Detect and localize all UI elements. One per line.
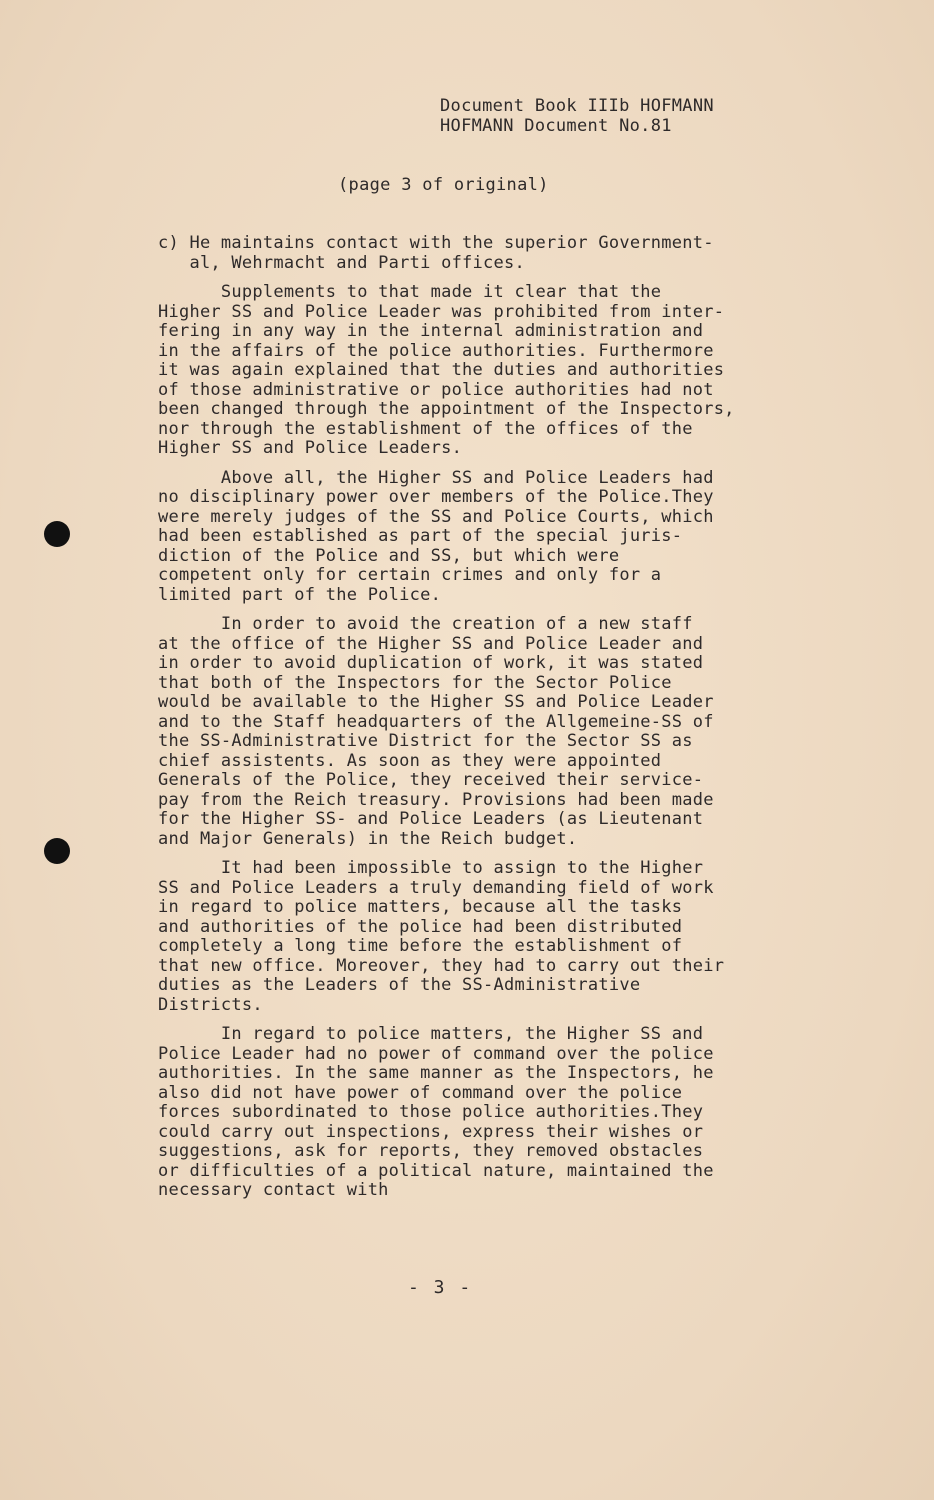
text-line: Generals of the Police, they received their service- bbox=[158, 770, 704, 790]
text-line: in the affairs of the police authorities. Furthermore bbox=[158, 340, 714, 361]
text-line: in regard to police matters, because all the tasks bbox=[158, 897, 683, 917]
punch-hole bbox=[44, 838, 70, 864]
text-line: completely a long time before the establishment of bbox=[158, 936, 683, 956]
text-line: had been established as part of the special juris- bbox=[158, 526, 683, 546]
text-line: forces subordinated to those police authorities.They bbox=[158, 1102, 704, 1122]
text-line: in order to avoid duplication of work, it was stated bbox=[158, 653, 704, 673]
paragraph bbox=[158, 283, 818, 459]
text-line: or difficulties of a political nature, maintained the bbox=[158, 1160, 714, 1181]
text-line: duties as the Leaders of the SS-Administrative bbox=[158, 975, 641, 995]
document-header bbox=[440, 96, 714, 136]
page-number: - 3 - bbox=[408, 1277, 473, 1298]
text-line: Above all, the Higher SS and Police Leaders had bbox=[158, 467, 714, 488]
punch-hole bbox=[44, 521, 70, 547]
text-line: been changed through the appointment of the Inspectors, bbox=[158, 399, 735, 419]
paragraph bbox=[158, 234, 818, 273]
text-line: Supplements to that made it clear that the bbox=[158, 282, 662, 302]
text-line: no disciplinary power over members of the Police.They bbox=[158, 487, 714, 507]
text-line: SS and Police Leaders a truly demanding field of work bbox=[158, 877, 714, 898]
page-reference: (page 3 of original) bbox=[338, 175, 549, 195]
text-line: that new office. Moreover, they had to carry out their bbox=[158, 955, 725, 976]
text-line: In order to avoid the creation of a new staff bbox=[158, 614, 693, 634]
text-line: would be available to the Higher SS and Police Leader bbox=[158, 692, 714, 712]
header-line-1: Document Book IIIb HOFMANN bbox=[440, 96, 714, 116]
text-line: were merely judges of the SS and Police Courts, which bbox=[158, 506, 714, 527]
text-line: and authorities of the police had been distributed bbox=[158, 916, 683, 937]
text-line: could carry out inspections, express their wishes or bbox=[158, 1121, 704, 1142]
text-line: Higher SS and Police Leader was prohibited from inter- bbox=[158, 301, 725, 322]
text-line: diction of the Police and SS, but which were bbox=[158, 545, 620, 566]
text-line: and to the Staff headquarters of the Allgemeine-SS of bbox=[158, 711, 714, 732]
text-line: In regard to police matters, the Higher SS and bbox=[158, 1024, 704, 1044]
text-line: limited part of the Police. bbox=[158, 584, 442, 605]
text-line: it was again explained that the duties and authorities bbox=[158, 360, 725, 380]
text-line: necessary contact with bbox=[158, 1180, 389, 1200]
text-line: al, Wehrmacht and Parti offices. bbox=[158, 252, 525, 273]
text-line: at the office of the Higher SS and Police Leader and bbox=[158, 633, 704, 654]
paragraph bbox=[158, 859, 818, 1015]
text-line: for the Higher SS- and Police Leaders (as Lieutenant bbox=[158, 809, 704, 829]
paragraph bbox=[158, 615, 818, 849]
text-line: of those administrative or police authorities had not bbox=[158, 379, 714, 400]
text-line: and Major Generals) in the Reich budget. bbox=[158, 828, 578, 849]
text-line: c) He maintains contact with the superior Government- bbox=[158, 233, 714, 253]
text-line: also did not have power of command over the police bbox=[158, 1082, 683, 1103]
paragraph bbox=[158, 1025, 818, 1201]
text-line: chief assistents. As soon as they were appointed bbox=[158, 750, 662, 771]
text-line: It had been impossible to assign to the Higher bbox=[158, 858, 704, 878]
paragraph bbox=[158, 469, 818, 606]
document-body bbox=[158, 234, 818, 1211]
text-line: Districts. bbox=[158, 994, 263, 1015]
text-line: that both of the Inspectors for the Sector Police bbox=[158, 672, 672, 693]
header-line-2: HOFMANN Document No.81 bbox=[440, 116, 672, 136]
text-line: competent only for certain crimes and only for a bbox=[158, 565, 662, 585]
text-line: suggestions, ask for reports, they removed obstacles bbox=[158, 1141, 704, 1161]
text-line: fering in any way in the internal administration and bbox=[158, 321, 704, 341]
text-line: pay from the Reich treasury. Provisions had been made bbox=[158, 789, 714, 810]
text-line: nor through the establishment of the offices of the bbox=[158, 418, 693, 439]
text-line: Higher SS and Police Leaders. bbox=[158, 438, 463, 458]
text-line: the SS-Administrative District for the Sector SS as bbox=[158, 731, 693, 751]
text-line: Police Leader had no power of command over the police bbox=[158, 1043, 714, 1064]
text-line: authorities. In the same manner as the Inspectors, he bbox=[158, 1063, 714, 1083]
